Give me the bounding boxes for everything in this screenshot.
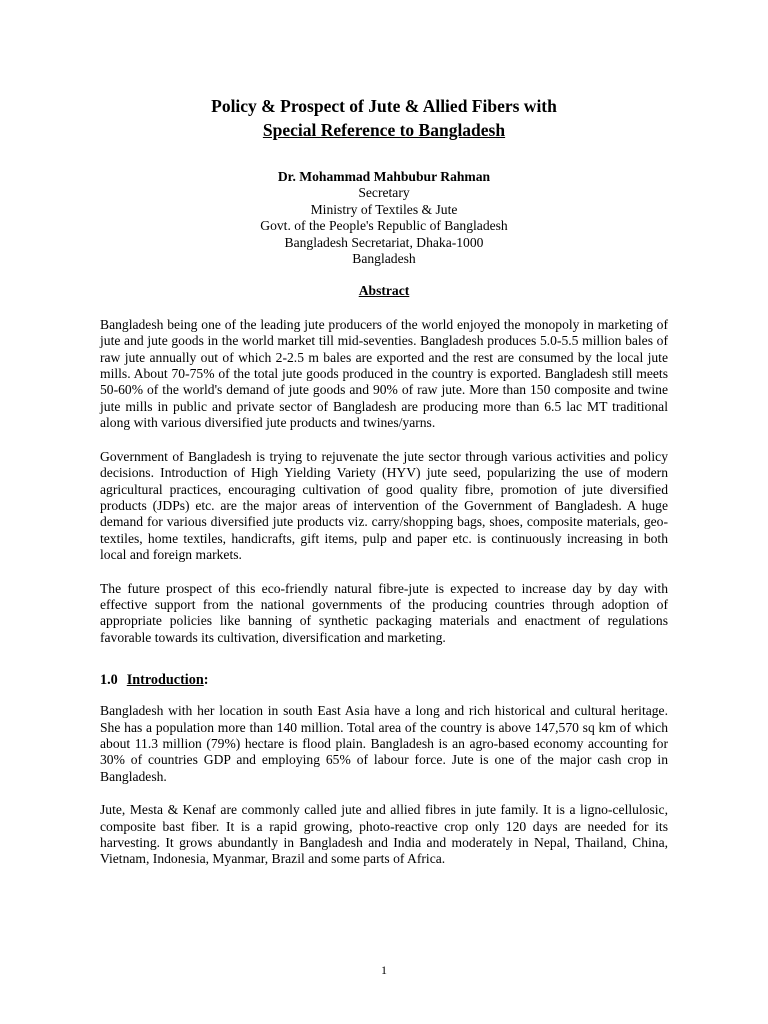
title-line-2: Special Reference to Bangladesh	[262, 120, 506, 140]
section-title: Introduction	[126, 672, 204, 689]
abstract-paragraph: The future prospect of this eco-friendly natural fibre-jute is expected to increase day by day with effective support from the national governments of the producing countries through adoption of appropriate policies like banning of synthetic packaging materials and enactment of regulations favorable towards its cultivation, diversification and marketing.	[100, 580, 668, 645]
introduction-paragraph: Bangladesh with her location in south East Asia have a long and rich historical and cultural heritage. She has a population more than 140 million. Total area of the country is above 147,570 sq km of which about 11.3 million (79%) hectare is flood plain. Bangladesh is an agro-based economy accounting for 30% of countries GDP and employing 65% of labour force. Jute is one of the major cash crop in Bangladesh.	[100, 703, 668, 784]
author-block	[100, 169, 668, 267]
abstract-heading: Abstract	[358, 283, 410, 299]
author-country: Bangladesh	[352, 251, 416, 267]
section-number: 1.0	[100, 672, 118, 689]
abstract-paragraph: Bangladesh being one of the leading jute producers of the world enjoyed the monopoly in marketing of jute and jute goods in the world market till mid-seventies. Bangladesh produces 5.0-5.5 million bales of raw jute annually out of which 2-2.5 m bales are exported and the rest are consumed by the local jute mills. About 70-75% of the total jute goods produced in the country is exported. Bangladesh still meets 50-60% of the world's demand of jute goods and 90% of raw jute. More than 150 composite and twine jute mills in public and private sector of Bangladesh are producing more than 6.5 lac MT traditional along with various diversified jute products and twines/yarns.	[100, 316, 668, 431]
introduction-paragraph: Jute, Mesta & Kenaf are commonly called jute and allied fibres in jute family. It is a ligno-cellulosic, composite bast fiber. It is a rapid growing, photo-reactive crop only 120 days are needed for its harvesting. It grows abundantly in Bangladesh and India and moderately in Nepal, Thailand, China, Vietnam, Indonesia, Myanmar, Brazil and some parts of Africa.	[100, 802, 668, 867]
author-position: Secretary	[358, 185, 410, 201]
author-ministry: Ministry of Textiles & Jute	[310, 201, 458, 217]
section-title-colon: :	[203, 672, 209, 689]
document-title	[100, 94, 668, 142]
author-name: Dr. Mohammad Mahbubur Rahman	[277, 169, 491, 184]
title-line-1: Policy & Prospect of Jute & Allied Fibers with	[211, 96, 557, 116]
section-heading-introduction	[100, 671, 668, 689]
abstract-paragraph: Government of Bangladesh is trying to rejuvenate the jute sector through various activities and policy decisions. Introduction of High Yielding Variety (HYV) jute seed, popularizing the use of modern agricultural practices, encouraging cultivation of good quality fibre, promotion of jute diversified products (JDPs) etc. are the major areas of intervention of the Government of Bangladesh. A huge demand for various diversified jute products viz. carry/shopping bags, shoes, composite materials, geo-textiles, home textiles, handicrafts, gift items, pulp and paper etc. is continuously increasing in both local and foreign markets.	[100, 448, 668, 563]
author-address: Bangladesh Secretariat, Dhaka-1000	[284, 234, 484, 250]
page-number: 1	[381, 963, 387, 977]
author-government: Govt. of the People's Republic of Bangladesh	[260, 218, 508, 234]
